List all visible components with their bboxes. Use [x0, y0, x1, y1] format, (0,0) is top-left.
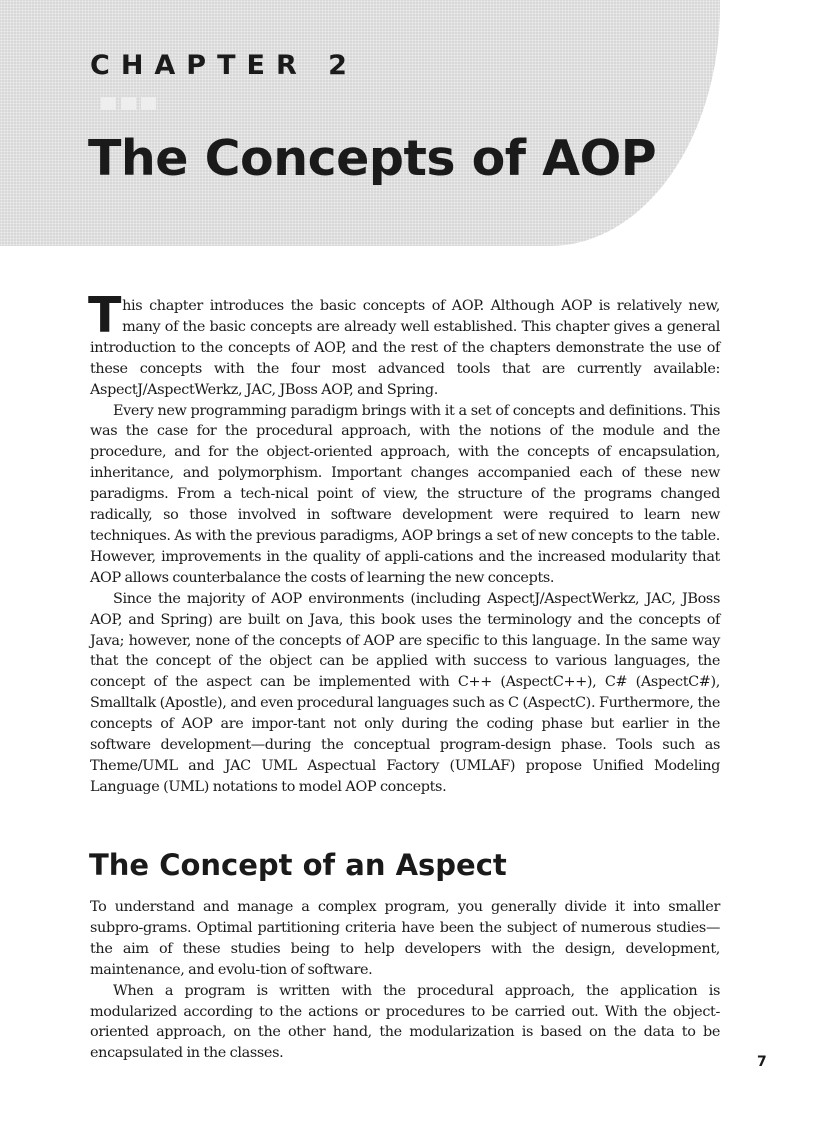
intro-paragraph-3: Since the majority of AOP environments (including AspectJ/AspectWerkz, JAC, JBoss AOP, and Spring) are built on Java, this book uses the terminology and the concepts of Java; however, none of the concepts of AOP are specific to this language. In the same way that the concept of the object can be applied with success to various languages, the concept of the aspect can be implemented with C++ (AspectC++), C# (AspectC#), Smalltalk (Apostle), and even procedural languages such as C (AspectC). Furthermore, the concepts of AOP are impor-tant not only during the coding phase but earlier in the software development—during the conceptual program-design phase. Tools such as Theme/UML and JAC UML Aspectual Factory (UMLAF) propose Unified Modeling Language (UML) notations to model AOP concepts. — [90, 590, 720, 795]
decorative-square — [141, 97, 156, 110]
section-paragraph-1: To understand and manage a complex program, you generally divide it into smaller subpro-grams. Optimal partitioning criteria have been the subject of numerous studies—the aim of these studies being to help developers with the design, development, maintenance, and evolu-tion of software. — [90, 899, 720, 978]
page-number: 7 — [757, 1054, 767, 1070]
chapter-label: CHAPTER 2 — [90, 50, 358, 81]
section-heading: The Concept of an Aspect — [89, 848, 507, 882]
drop-cap: T — [88, 287, 122, 344]
intro-paragraph-1 — [88, 287, 720, 401]
chapter-title: The Concepts of AOP — [88, 130, 657, 187]
intro-text — [88, 287, 720, 798]
section-text — [90, 897, 720, 1064]
intro-paragraph-1-text: his chapter introduces the basic concepts of AOP. Although AOP is relatively new, many of the basic concepts are already well established. This chapter gives a general introduction to the concepts of AOP, and the rest of the chapters demonstrate the use of these concepts with the four most advanced tools that are currently available: AspectJ/AspectWerkz, JAC, JBoss AOP, and Spring. — [90, 298, 720, 398]
chapter-banner — [0, 0, 720, 246]
decorative-square — [121, 97, 136, 110]
intro-paragraph-2: Every new programming paradigm brings with it a set of concepts and definitions. This was the case for the procedural approach, with the notions of the module and the procedure, and for the object-oriented approach, with the concepts of encapsulation, inheritance, and polymorphism. Important changes accompanied each of these new paradigms. From a tech-nical point of view, the structure of the programs changed radically, so those involved in software development were required to learn new techniques. As with the previous paradigms, AOP brings a set of new concepts to the table. However, improvements in the quality of appli-cations and the increased modularity that AOP allows counterbalance the costs of learning the new concepts. — [90, 402, 720, 586]
section-paragraph-2: When a program is written with the procedural approach, the application is modularized according to the actions or procedures to be carried out. With the object-oriented approach, on the other hand, the modularization is based on the data to be encapsulated in the classes. — [90, 982, 720, 1062]
decorative-square — [101, 97, 116, 110]
decorative-squares — [101, 97, 156, 110]
